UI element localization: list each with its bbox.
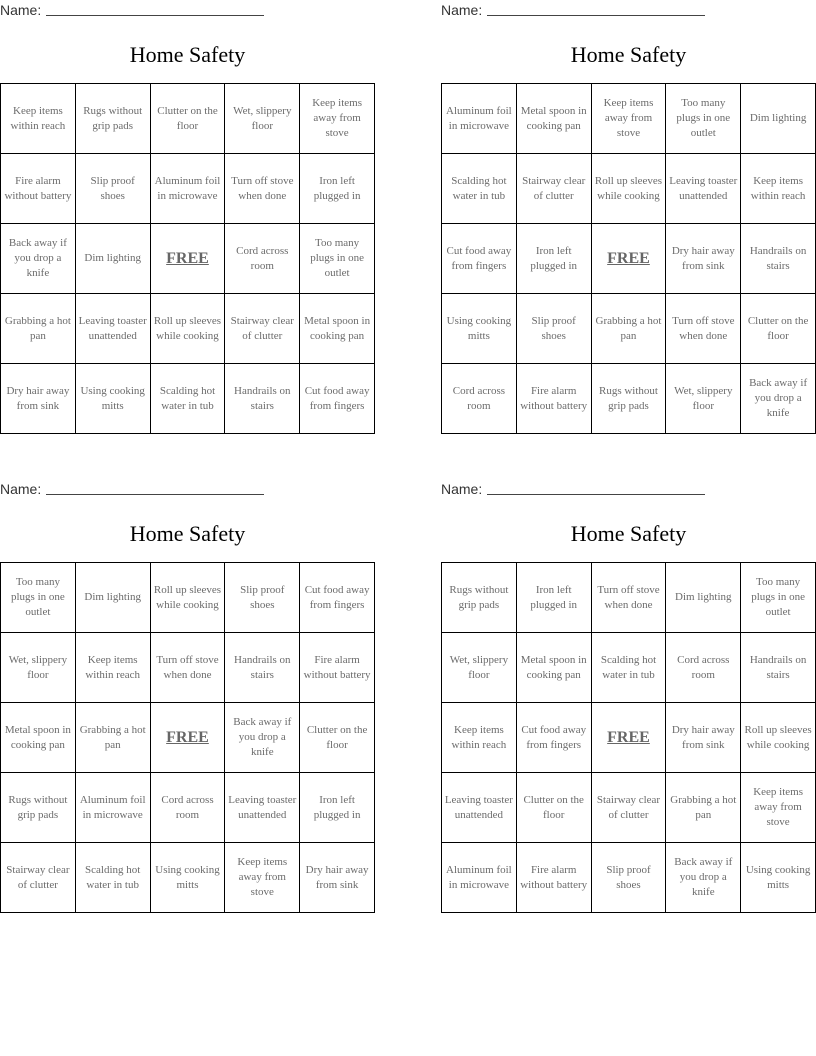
bingo-cell[interactable]: Too many plugs in one outlet — [666, 84, 741, 154]
bingo-cell[interactable]: Rugs without grip pads — [1, 773, 76, 843]
bingo-cell[interactable]: Using cooking mitts — [151, 843, 226, 913]
bingo-cell[interactable]: Dry hair away from sink — [1, 364, 76, 434]
bingo-cell[interactable]: Using cooking mitts — [741, 843, 816, 913]
bingo-cell[interactable]: Grabbing a hot pan — [76, 703, 151, 773]
bingo-cell[interactable]: Using cooking mitts — [442, 294, 517, 364]
bingo-cell[interactable]: Handrails on stairs — [741, 633, 816, 703]
bingo-cell[interactable]: Roll up sleeves while cooking — [151, 294, 226, 364]
bingo-cell[interactable]: Turn off stove when done — [592, 563, 667, 633]
card-title: Home Safety — [129, 521, 246, 546]
bingo-cell[interactable]: Rugs without grip pads — [592, 364, 667, 434]
bingo-cell[interactable]: Leaving toaster unattended — [225, 773, 300, 843]
bingo-cell[interactable]: Stairway clear of clutter — [225, 294, 300, 364]
bingo-grid — [0, 562, 375, 913]
bingo-cell[interactable]: Dry hair away from sink — [666, 703, 741, 773]
bingo-cell[interactable]: Leaving toaster unattended — [76, 294, 151, 364]
bingo-cell[interactable]: Aluminum foil in microwave — [442, 843, 517, 913]
name-blank[interactable] — [487, 479, 705, 495]
bingo-cell[interactable]: Metal spoon in cooking pan — [517, 633, 592, 703]
bingo-cell[interactable]: Handrails on stairs — [225, 364, 300, 434]
bingo-cell[interactable]: Wet, slippery floor — [1, 633, 76, 703]
bingo-cell[interactable]: Cut food away from fingers — [300, 563, 375, 633]
bingo-cell[interactable]: Handrails on stairs — [741, 224, 816, 294]
bingo-cell[interactable]: Slip proof shoes — [225, 563, 300, 633]
bingo-cell[interactable]: Dry hair away from sink — [300, 843, 375, 913]
bingo-cell[interactable]: Scalding hot water in tub — [592, 633, 667, 703]
bingo-cell[interactable]: Using cooking mitts — [76, 364, 151, 434]
bingo-cell[interactable]: Grabbing a hot pan — [592, 294, 667, 364]
bingo-cell[interactable]: Dry hair away from sink — [666, 224, 741, 294]
bingo-cell[interactable]: Keep items away from stove — [592, 84, 667, 154]
bingo-cell[interactable]: Dim lighting — [741, 84, 816, 154]
card-title: Home Safety — [570, 521, 687, 546]
bingo-cell[interactable]: Scalding hot water in tub — [442, 154, 517, 224]
bingo-cell[interactable]: Fire alarm without battery — [517, 364, 592, 434]
bingo-cell[interactable]: Stairway clear of clutter — [1, 843, 76, 913]
bingo-cell[interactable]: Fire alarm without battery — [1, 154, 76, 224]
bingo-cell[interactable]: Roll up sleeves while cooking — [741, 703, 816, 773]
bingo-cell[interactable]: Turn off stove when done — [666, 294, 741, 364]
bingo-cell[interactable]: Leaving toaster unattended — [442, 773, 517, 843]
bingo-cell[interactable]: Aluminum foil in microwave — [76, 773, 151, 843]
free-cell[interactable]: FREE — [151, 224, 226, 294]
bingo-cell[interactable]: Keep items within reach — [741, 154, 816, 224]
bingo-cell[interactable]: Cord across room — [442, 364, 517, 434]
free-cell[interactable]: FREE — [151, 703, 226, 773]
bingo-cell[interactable]: Too many plugs in one outlet — [300, 224, 375, 294]
bingo-cell[interactable]: Wet, slippery floor — [666, 364, 741, 434]
bingo-cell[interactable]: Back away if you drop a knife — [666, 843, 741, 913]
bingo-cell[interactable]: Keep items within reach — [442, 703, 517, 773]
bingo-cell[interactable]: Aluminum foil in microwave — [151, 154, 226, 224]
bingo-cell[interactable]: Dim lighting — [76, 224, 151, 294]
bingo-cell[interactable]: Wet, slippery floor — [225, 84, 300, 154]
name-field — [441, 479, 711, 499]
bingo-cell[interactable]: Leaving toaster unattended — [666, 154, 741, 224]
bingo-cell[interactable]: Metal spoon in cooking pan — [300, 294, 375, 364]
name-label: Name: — [441, 2, 483, 18]
bingo-cell[interactable]: Cord across room — [151, 773, 226, 843]
bingo-cell[interactable]: Keep items away from stove — [300, 84, 375, 154]
bingo-cell[interactable]: Cord across room — [666, 633, 741, 703]
bingo-cell[interactable]: Rugs without grip pads — [442, 563, 517, 633]
bingo-cell[interactable]: Cut food away from fingers — [517, 703, 592, 773]
name-label: Name: — [441, 481, 483, 497]
bingo-cell[interactable]: Scalding hot water in tub — [76, 843, 151, 913]
bingo-cell[interactable]: Slip proof shoes — [517, 294, 592, 364]
bingo-cell[interactable]: Too many plugs in one outlet — [741, 563, 816, 633]
bingo-cell[interactable]: Cut food away from fingers — [442, 224, 517, 294]
bingo-cell[interactable]: Scalding hot water in tub — [151, 364, 226, 434]
bingo-cell[interactable]: Metal spoon in cooking pan — [517, 84, 592, 154]
card-title: Home Safety — [570, 42, 687, 67]
name-blank[interactable] — [487, 0, 705, 16]
card-title: Home Safety — [129, 42, 246, 67]
bingo-cell[interactable]: Aluminum foil in microwave — [442, 84, 517, 154]
bingo-cell[interactable]: Keep items away from stove — [741, 773, 816, 843]
bingo-grid — [441, 562, 816, 913]
bingo-cell[interactable]: Iron left plugged in — [300, 154, 375, 224]
bingo-cell[interactable]: Roll up sleeves while cooking — [151, 563, 226, 633]
bingo-grid — [0, 83, 375, 434]
name-field — [0, 0, 270, 20]
bingo-cell[interactable]: Clutter on the floor — [741, 294, 816, 364]
bingo-cell[interactable]: Metal spoon in cooking pan — [1, 703, 76, 773]
free-cell[interactable]: FREE — [592, 703, 667, 773]
bingo-cell[interactable]: Clutter on the floor — [151, 84, 226, 154]
bingo-cell[interactable]: Stairway clear of clutter — [517, 154, 592, 224]
bingo-cell[interactable]: Dim lighting — [76, 563, 151, 633]
bingo-cell[interactable]: Turn off stove when done — [151, 633, 226, 703]
bingo-cell[interactable]: Stairway clear of clutter — [592, 773, 667, 843]
bingo-cell[interactable]: Slip proof shoes — [592, 843, 667, 913]
bingo-cell[interactable]: Slip proof shoes — [76, 154, 151, 224]
bingo-cell[interactable]: Iron left plugged in — [300, 773, 375, 843]
bingo-cell[interactable]: Cut food away from fingers — [300, 364, 375, 434]
bingo-cell[interactable]: Back away if you drop a knife — [1, 224, 76, 294]
bingo-cell[interactable]: Clutter on the floor — [300, 703, 375, 773]
name-field — [0, 479, 270, 499]
bingo-cell[interactable]: Roll up sleeves while cooking — [592, 154, 667, 224]
name-blank[interactable] — [46, 0, 264, 16]
bingo-cell[interactable]: Keep items away from stove — [225, 843, 300, 913]
name-blank[interactable] — [46, 479, 264, 495]
bingo-cell[interactable]: Too many plugs in one outlet — [1, 563, 76, 633]
bingo-cell[interactable]: Wet, slippery floor — [442, 633, 517, 703]
bingo-grid — [441, 83, 816, 434]
bingo-cell[interactable]: Iron left plugged in — [517, 224, 592, 294]
bingo-cell[interactable]: Turn off stove when done — [225, 154, 300, 224]
bingo-cell[interactable]: Back away if you drop a knife — [225, 703, 300, 773]
bingo-cell[interactable]: Keep items within reach — [1, 84, 76, 154]
free-cell[interactable]: FREE — [592, 224, 667, 294]
bingo-cell[interactable]: Rugs without grip pads — [76, 84, 151, 154]
bingo-cell[interactable]: Fire alarm without battery — [300, 633, 375, 703]
name-label: Name: — [0, 2, 42, 18]
bingo-cell[interactable]: Grabbing a hot pan — [666, 773, 741, 843]
bingo-cell[interactable]: Dim lighting — [666, 563, 741, 633]
bingo-cell[interactable]: Back away if you drop a knife — [741, 364, 816, 434]
bingo-cell[interactable]: Keep items within reach — [76, 633, 151, 703]
name-field — [441, 0, 711, 20]
bingo-cell[interactable]: Clutter on the floor — [517, 773, 592, 843]
bingo-cell[interactable]: Grabbing a hot pan — [1, 294, 76, 364]
bingo-cell[interactable]: Cord across room — [225, 224, 300, 294]
bingo-cell[interactable]: Fire alarm without battery — [517, 843, 592, 913]
name-label: Name: — [0, 481, 42, 497]
bingo-cell[interactable]: Iron left plugged in — [517, 563, 592, 633]
bingo-cell[interactable]: Handrails on stairs — [225, 633, 300, 703]
